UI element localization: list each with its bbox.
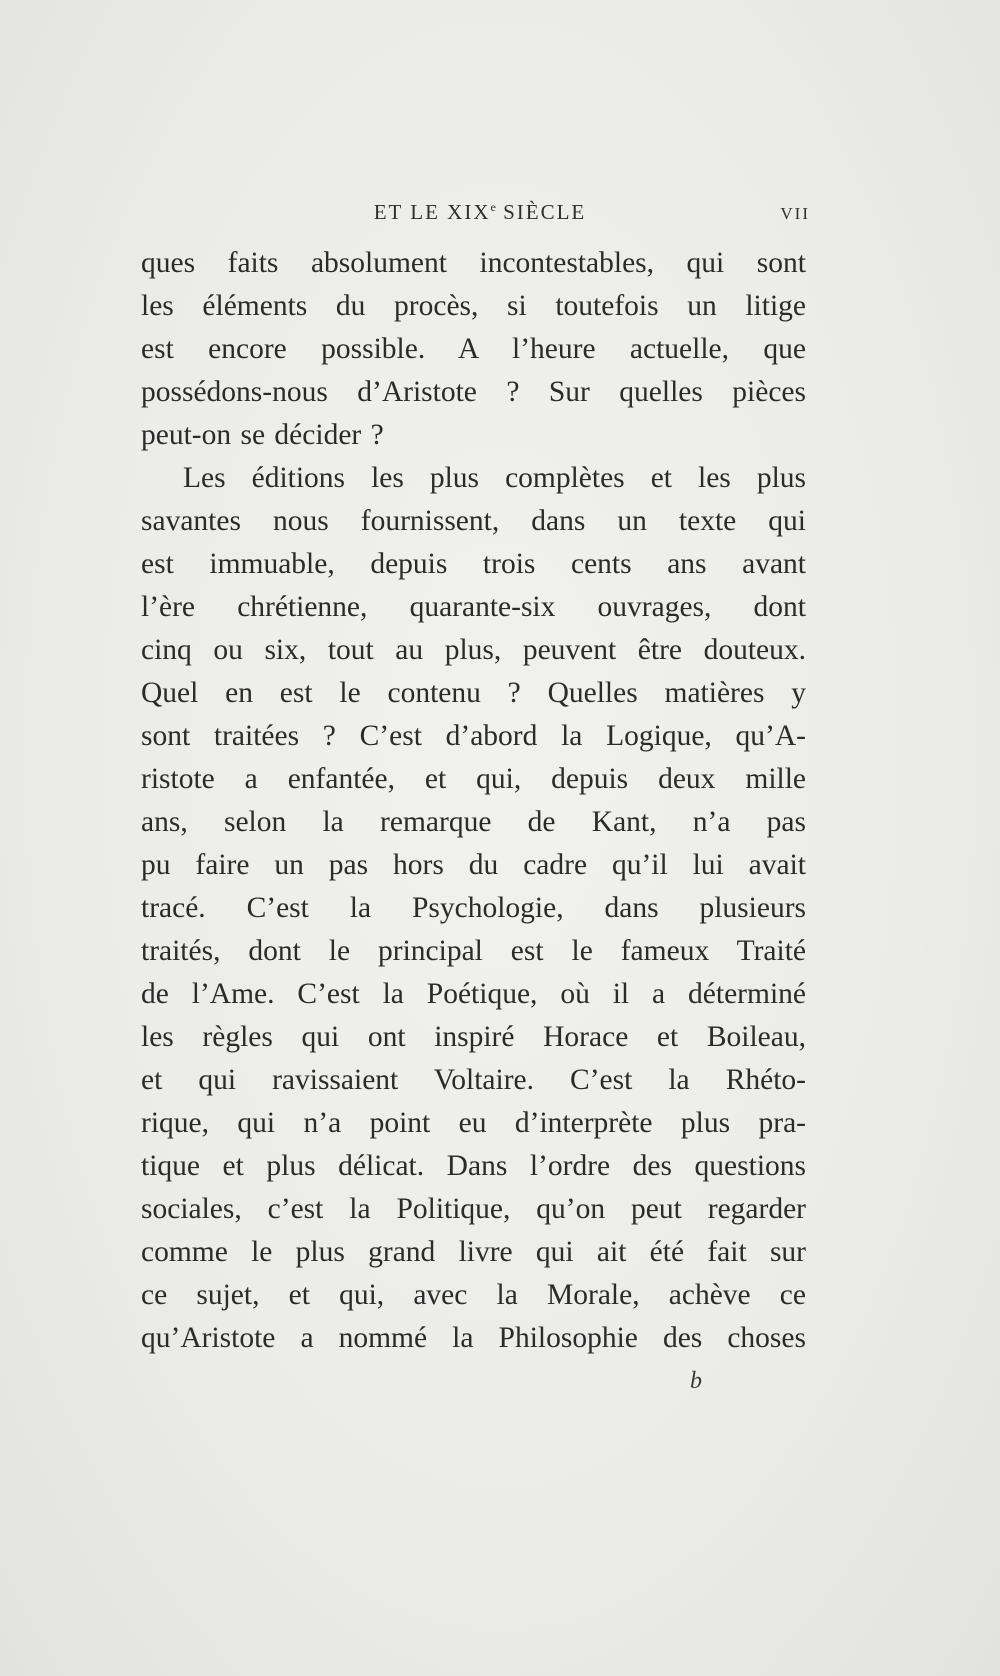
text-line: rique, qui n’a point eu d’interprète plus pra- [141, 1107, 806, 1139]
text-line: possédons-nous d’Aristote ? Sur quelles pièces [141, 376, 806, 408]
text-line: est immuable, depuis trois cents ans avant [141, 548, 806, 580]
running-title-main: ET LE XIX [373, 200, 491, 224]
text-line: savantes nous fournissent, dans un texte qui [141, 505, 806, 537]
running-title [150, 200, 810, 225]
text-line: Quel en est le contenu ? Quelles matières y [141, 677, 806, 709]
text-line: les règles qui ont inspiré Horace et Boileau, [141, 1021, 806, 1053]
text-line: est encore possible. A l’heure actuelle, que [141, 333, 806, 365]
signature-mark: b [690, 1368, 702, 1394]
text-line: traités, dont le principal est le fameux Traité [141, 935, 806, 967]
text-line: ristote a enfantée, et qui, depuis deux mille [141, 763, 806, 795]
text-line: et qui ravissaient Voltaire. C’est la Rhéto- [141, 1064, 806, 1096]
running-title-end: SIÈCLE [495, 200, 587, 224]
text-line: de l’Ame. C’est la Poétique, où il a déterminé [141, 978, 806, 1010]
text-line: sociales, c’est la Politique, qu’on peut regarder [141, 1193, 806, 1225]
text-line: sont traitées ? C’est d’abord la Logique, qu’A- [141, 720, 806, 752]
text-line: les éléments du procès, si toutefois un litige [141, 290, 806, 322]
text-line: tique et plus délicat. Dans l’ordre des questions [141, 1150, 806, 1182]
text-line: qu’Aristote a nommé la Philosophie des choses [141, 1322, 806, 1354]
text-line: ans, selon la remarque de Kant, n’a pas [141, 806, 806, 838]
text-line: cinq ou six, tout au plus, peuvent être douteux. [141, 634, 806, 666]
text-line: tracé. C’est la Psychologie, dans plusieurs [141, 892, 806, 924]
text-line: ques faits absolument incontestables, qui sont [141, 247, 806, 279]
text-line: l’ère chrétienne, quarante-six ouvrages, dont [141, 591, 806, 623]
text-line: Les éditions les plus complètes et les plus [183, 462, 806, 494]
text-line: comme le plus grand livre qui ait été fait sur [141, 1236, 806, 1268]
text-line: pu faire un pas hors du cadre qu’il lui avait [141, 849, 806, 881]
body-text [141, 242, 806, 1360]
text-line: peut-on se décider ? [141, 419, 384, 451]
page-number: VII [780, 204, 810, 223]
text-line: ce sujet, et qui, avec la Morale, achève ce [141, 1279, 806, 1311]
running-title-superscript: e [490, 200, 496, 214]
page-header [150, 200, 810, 230]
